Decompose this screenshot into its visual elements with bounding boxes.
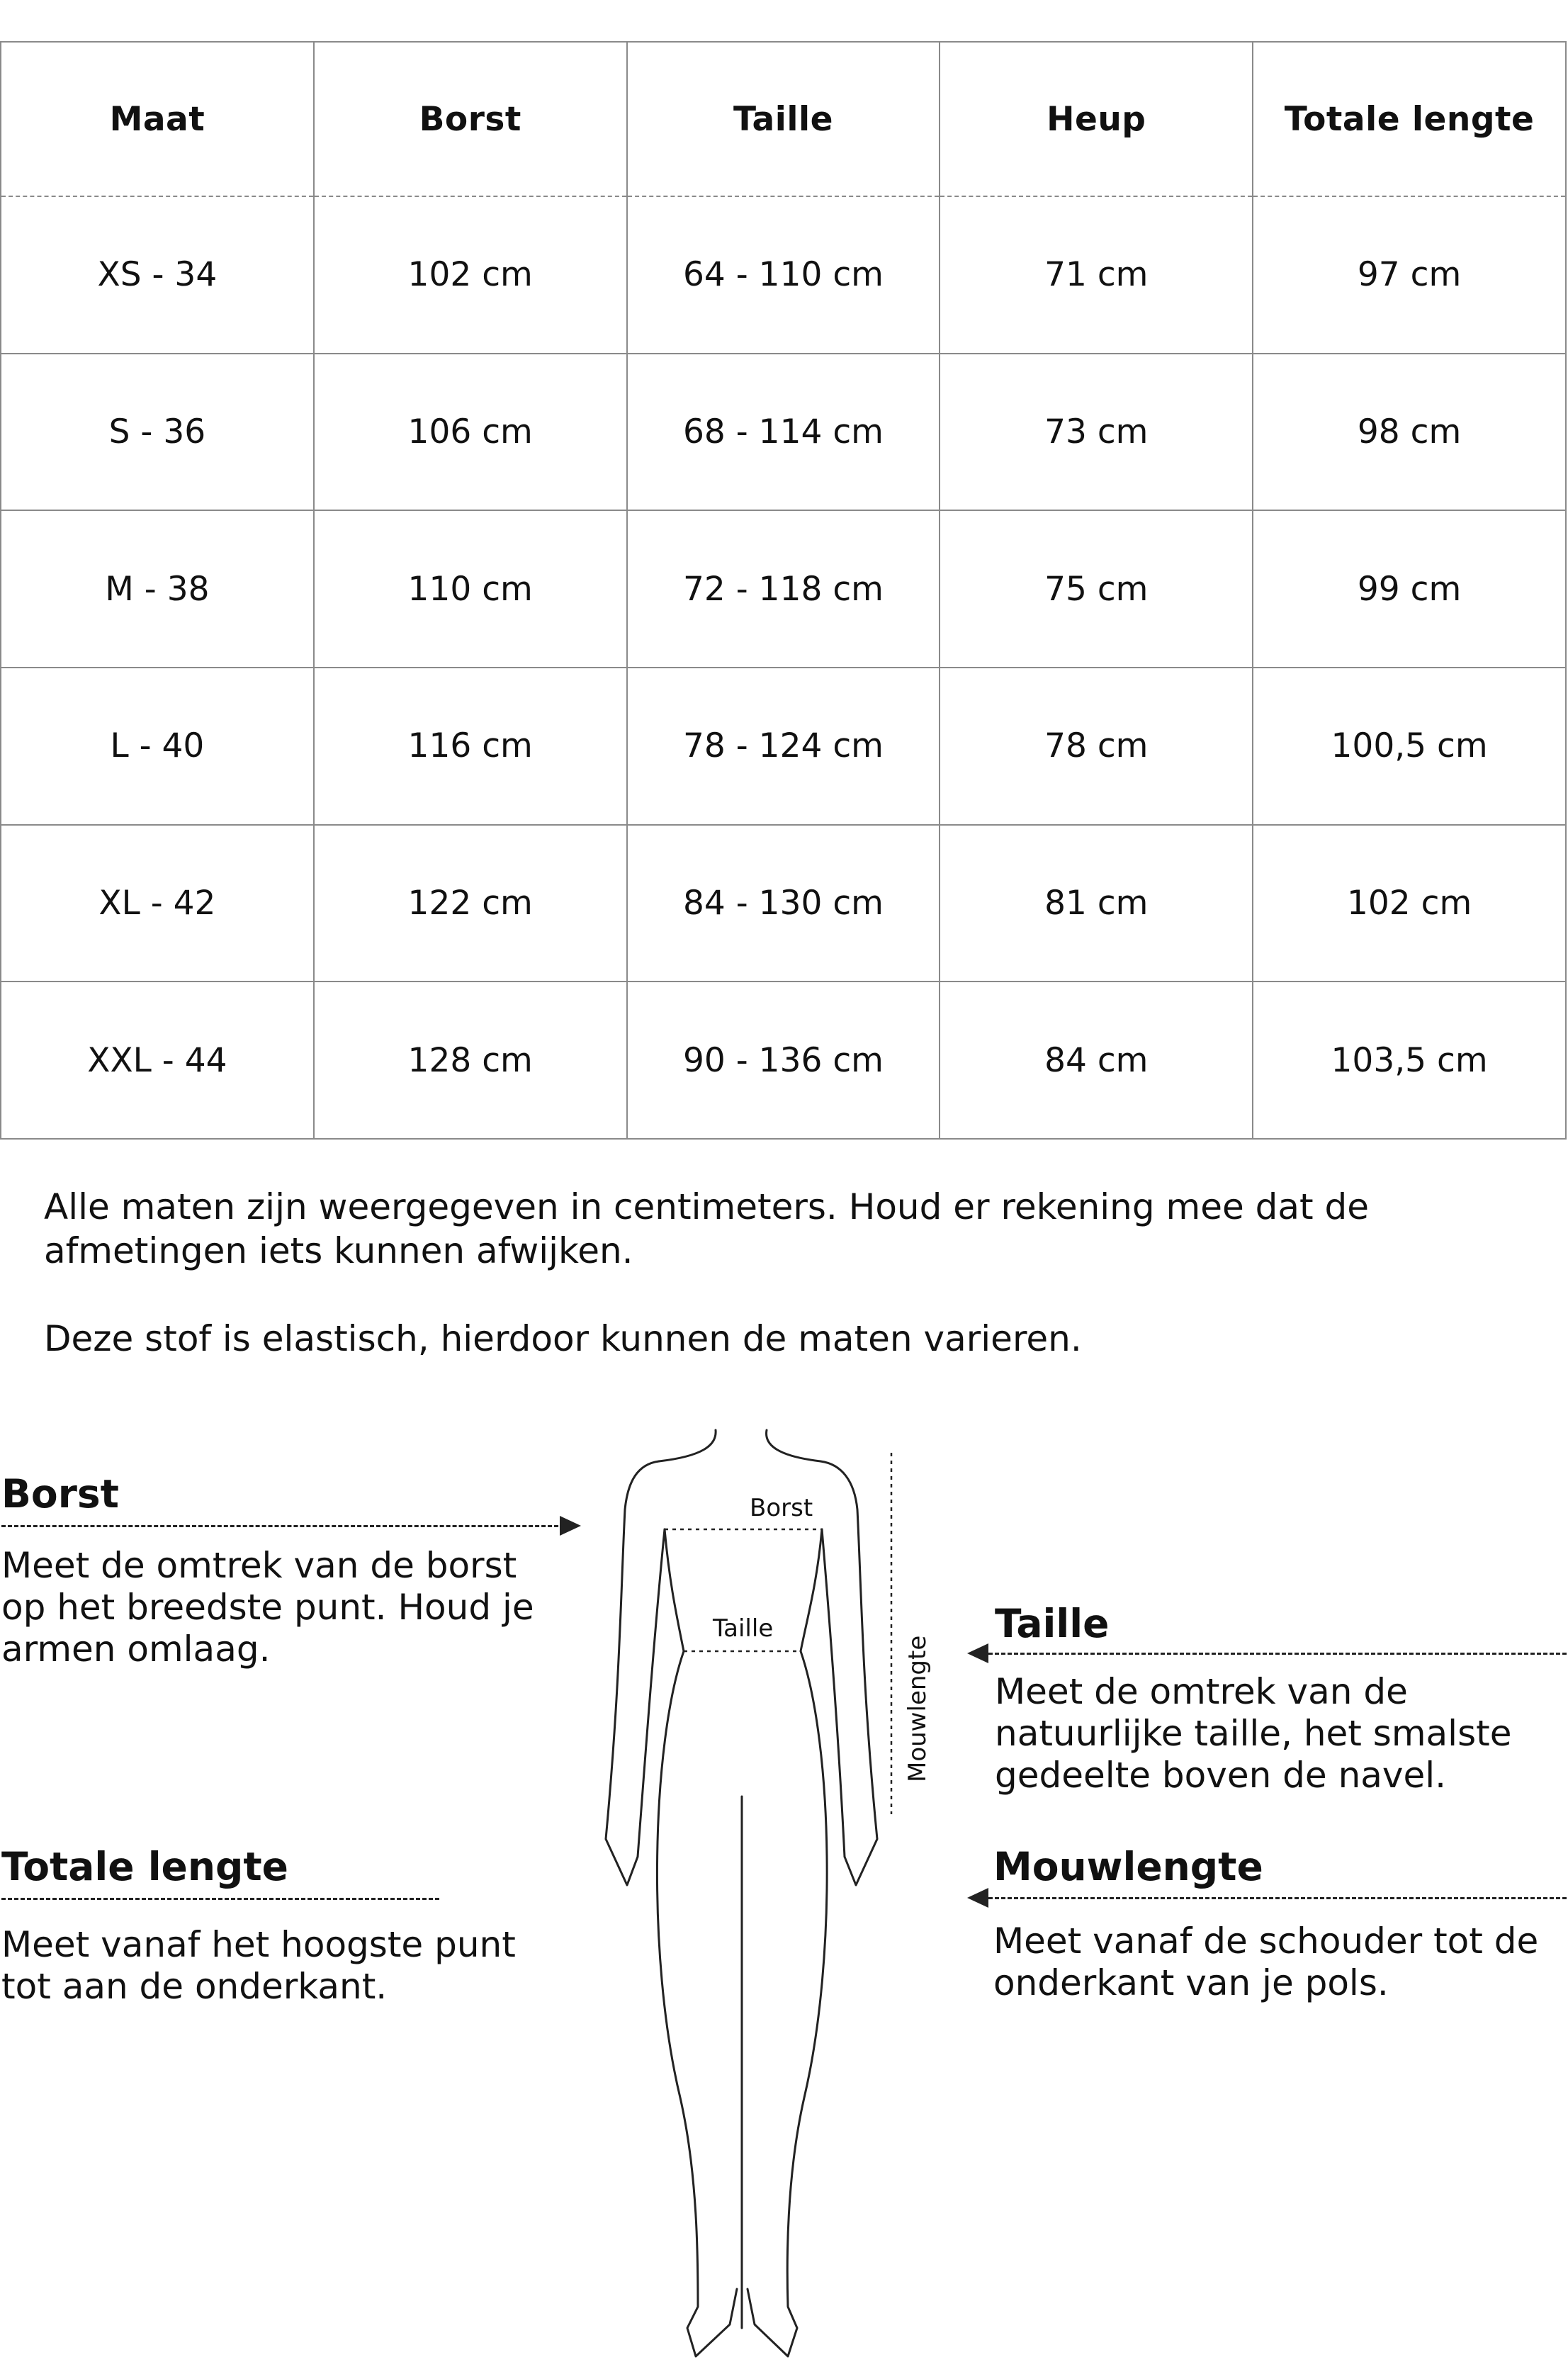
table-cell: 64 - 110 cm: [627, 196, 940, 354]
note-elastic: Deze stof is elastisch, hierdoor kunnen de maten varieren.: [44, 1318, 1082, 1359]
arrow-right-icon: [560, 1516, 582, 1536]
column-header-taille: Taille: [627, 42, 940, 196]
table-header-row: [1, 42, 1566, 196]
table-row: [1, 825, 1566, 982]
table-cell: 68 - 114 cm: [627, 354, 940, 511]
size-notes: [44, 1185, 1518, 1361]
table-row: [1, 196, 1566, 354]
table-cell: S - 36: [1, 354, 314, 511]
table-cell: 84 cm: [940, 982, 1253, 1139]
guide-title-borst: Borst: [1, 1471, 119, 1517]
table-cell: 73 cm: [940, 354, 1253, 511]
body-figure: [581, 1417, 932, 2362]
table-cell: 100,5 cm: [1253, 668, 1566, 825]
table-cell: 106 cm: [314, 354, 627, 511]
table-row: [1, 354, 1566, 511]
guide-text-totale-lengte: Meet vanaf het hoogste punt tot aan de onderkant.: [1, 1924, 516, 2007]
table-cell: 75 cm: [940, 510, 1253, 668]
arrow-left-icon: [967, 1888, 990, 1908]
table-row: [1, 982, 1566, 1139]
table-cell: L - 40: [1, 668, 314, 825]
guide-title-totale-lengte: Totale lengte: [1, 1844, 288, 1889]
table-cell: 71 cm: [940, 196, 1253, 354]
table-cell: 72 - 118 cm: [627, 510, 940, 668]
table-row: [1, 668, 1566, 825]
column-header-maat: Maat: [1, 42, 314, 196]
guide-text-taille: Meet de omtrek van de natuurlijke taille, het smalste gedeelte boven de navel.: [995, 1671, 1512, 1796]
column-header-heup: Heup: [940, 42, 1253, 196]
body-silhouette-icon: [581, 1417, 921, 2362]
table-cell: 122 cm: [314, 825, 627, 982]
guide-divider-borst: [1, 1525, 565, 1527]
table-cell: 98 cm: [1253, 354, 1566, 511]
table-cell: 81 cm: [940, 825, 1253, 982]
guide-text-borst: Meet de omtrek van de borst op het breedste punt. Houd je armen omlaag.: [1, 1545, 534, 1670]
guide-title-taille: Taille: [995, 1601, 1110, 1646]
guide-title-mouwlengte: Mouwlengte: [993, 1844, 1263, 1889]
table-cell: 116 cm: [314, 668, 627, 825]
table-cell: 90 - 136 cm: [627, 982, 940, 1139]
table-cell: 102 cm: [314, 196, 627, 354]
table-cell: 78 cm: [940, 668, 1253, 825]
table-cell: XS - 34: [1, 196, 314, 354]
table-cell: 97 cm: [1253, 196, 1566, 354]
table-cell: 102 cm: [1253, 825, 1566, 982]
table-cell: 103,5 cm: [1253, 982, 1566, 1139]
note-centimeters: Alle maten zijn weergegeven in centimeters. Houd er rekening mee dat de afmetingen iets kunnen afwijken.: [44, 1186, 1369, 1271]
table-cell: 128 cm: [314, 982, 627, 1139]
guide-divider-mouwlengte: [988, 1897, 1567, 1899]
table-cell: XXL - 44: [1, 982, 314, 1139]
table-cell: XL - 42: [1, 825, 314, 982]
size-table: [0, 41, 1567, 1140]
table-cell: 110 cm: [314, 510, 627, 668]
column-header-totale-lengte: Totale lengte: [1253, 42, 1566, 196]
column-header-borst: Borst: [314, 42, 627, 196]
table-cell: 99 cm: [1253, 510, 1566, 668]
guide-divider-totale-lengte: [1, 1898, 439, 1900]
table-cell: 84 - 130 cm: [627, 825, 940, 982]
figure-label-borst: Borst: [750, 1494, 813, 1522]
table-cell: M - 38: [1, 510, 314, 668]
figure-label-taille: Taille: [713, 1614, 774, 1643]
figure-label-mouwlengte: Mouwlengte: [903, 1635, 932, 1782]
guide-text-mouwlengte: Meet vanaf de schouder tot de onderkant van je pols.: [993, 1920, 1539, 2003]
table-row: [1, 510, 1566, 668]
table-cell: 78 - 124 cm: [627, 668, 940, 825]
arrow-left-icon: [967, 1643, 990, 1663]
guide-divider-taille: [988, 1653, 1567, 1655]
